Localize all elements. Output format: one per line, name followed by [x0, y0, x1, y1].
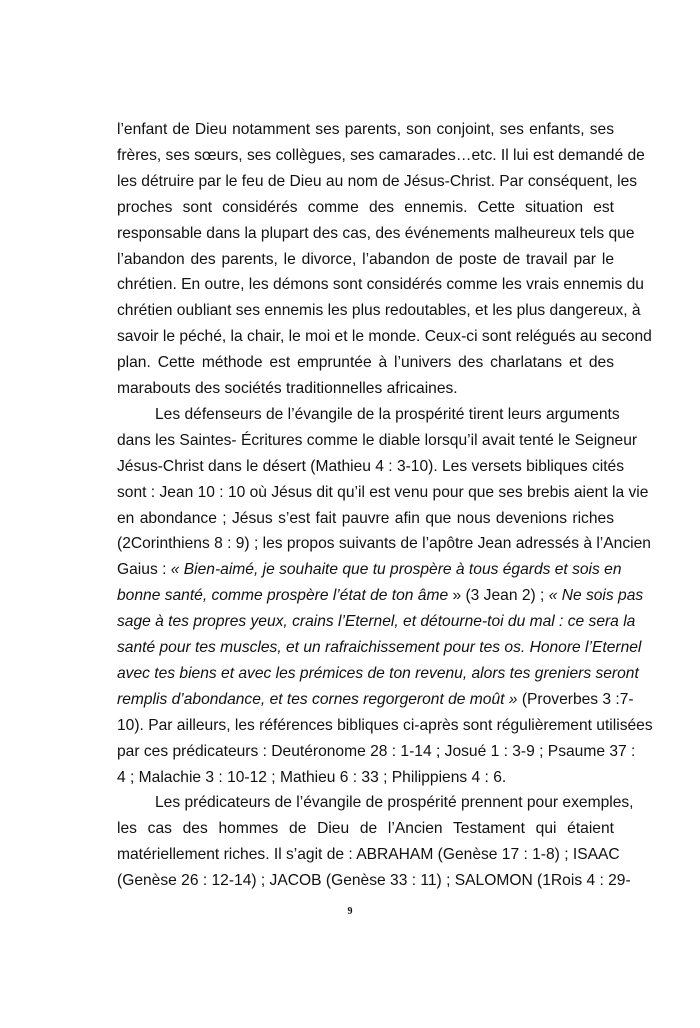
text-segment: les détruire par le feu de Dieu au nom de Jésus-Christ. Par conséquent, les: [117, 172, 638, 190]
text-line: [117, 144, 645, 168]
text-segment: savoir le péché, la chair, le moi et le monde. Ceux-ci sont relégués au second: [117, 328, 652, 346]
italic-quote-segment: sage à tes propres yeux, crains l’Eternel, et détourne-toi du mal : ce sera la: [117, 613, 636, 631]
text-line: [117, 584, 644, 608]
text-line: [117, 766, 614, 790]
text-segment: les cas des hommes de Dieu de l’Ancien Testament qui étaient: [117, 820, 614, 838]
text-segment: (Genèse 26 : 12-14) ; JACOB (Genèse 33 : 11) ; SALOMON (1Rois 4 : 29-: [117, 872, 631, 890]
text-line: [117, 377, 614, 401]
text-line: [117, 325, 652, 349]
text-segment: (Proverbes 3 :7-: [517, 690, 634, 708]
text-segment: responsable dans la plupart des cas, des événements malheureux tels que: [117, 224, 635, 242]
text-segment: Les défenseurs de l’évangile de la prospérité tirent leurs arguments: [155, 405, 620, 423]
italic-quote-segment: remplis d’abondance, et tes cornes regorgeront de moût »: [117, 690, 518, 708]
text-segment: 10). Par ailleurs, les références bibliques ci-après sont régulièrement utilisées: [117, 716, 653, 734]
text-segment: » (3 Jean 2) ;: [448, 587, 549, 605]
text-segment: l’enfant de Dieu notamment ses parents, son conjoint, ses enfants, ses: [117, 121, 614, 138]
text-line: [117, 248, 614, 272]
text-line: [117, 455, 625, 479]
text-segment: sont : Jean 10 : 10 où Jésus dit qu’il est venu pour que ses brebis aient la vie: [117, 483, 649, 501]
text-line: [117, 481, 649, 505]
text-line: [155, 791, 634, 815]
italic-quote-segment: « Bien-aimé, je souhaite que tu prospère à tous égards et sois en: [170, 561, 622, 579]
text-line: [117, 662, 639, 686]
italic-quote-segment: santé pour tes muscles, et un rafraichissement pour tes os. Honore l’Eternel: [117, 639, 642, 656]
italic-quote-segment: bonne santé, comme prospère l’état de ton âme: [117, 587, 449, 605]
text-line: [117, 507, 614, 531]
text-line: [117, 351, 614, 375]
text-segment: (2Corinthiens 8 : 9) ; les propos suivants de l’apôtre Jean adressés à l’Ancien: [117, 535, 651, 553]
text-segment: Gaius :: [117, 561, 171, 579]
text-segment: chrétien. En outre, les démons sont considérés comme les vrais ennemis du: [117, 276, 644, 294]
italic-quote-segment: avec tes biens et avec les prémices de ton revenu, alors tes greniers seront: [117, 664, 639, 682]
text-line: [117, 273, 644, 297]
text-line: [117, 869, 631, 893]
text-line: [117, 299, 641, 323]
italic-quote-segment: « Ne sois pas: [548, 587, 644, 605]
text-segment: Jésus-Christ dans le désert (Mathieu 4 : 3-10). Les versets bibliques cités: [117, 457, 625, 475]
text-line: [117, 636, 642, 660]
text-line: [117, 688, 634, 712]
text-segment: proches sont considérés comme des ennemis. Cette situation est: [117, 198, 614, 216]
text-line: [117, 843, 620, 867]
text-line: [117, 610, 636, 634]
text-segment: plan. Cette méthode est empruntée à l’univers des charlatans et des: [117, 354, 614, 372]
text-segment: l’abandon des parents, le divorce, l’abandon de poste de travail par le: [117, 250, 614, 268]
page-number: 9: [347, 906, 353, 917]
text-line: [117, 740, 636, 764]
text-line: [117, 558, 622, 582]
text-segment: marabouts des sociétés traditionnelles africaines.: [117, 380, 458, 397]
text-segment: matériellement riches. Il s’agit de : ABRAHAM (Genèse 17 : 1-8) ; ISAAC: [117, 846, 620, 864]
text-segment: dans les Saintes- Écritures comme le diable lorsqu’il avait tenté le Seigneur: [117, 431, 638, 449]
text-line: [155, 403, 620, 427]
text-line: [117, 429, 638, 453]
text-line: [117, 196, 614, 220]
text-segment: 4 ; Malachie 3 : 10-12 ; Mathieu 6 : 33 ; Philippiens 4 : 6.: [117, 768, 507, 786]
text-segment: par ces prédicateurs : Deutéronome 28 : 1-14 ; Josué 1 : 3-9 ; Psaume 37 :: [117, 742, 636, 760]
text-line: [117, 714, 653, 738]
text-segment: en abondance ; Jésus s’est fait pauvre afin que nous devenions riches: [117, 509, 614, 527]
text-line: [117, 532, 651, 556]
text-line: [117, 817, 614, 841]
text-segment: Les prédicateurs de l’évangile de prospérité prennent pour exemples,: [155, 794, 634, 812]
text-segment: chrétien oubliant ses ennemis les plus redoutables, et les plus dangereux, à: [117, 302, 641, 320]
text-line: [117, 222, 635, 246]
text-segment: frères, ses sœurs, ses collègues, ses camarades…etc. Il lui est demandé de: [117, 146, 645, 164]
text-line: [117, 170, 638, 194]
text-line: [117, 118, 614, 142]
